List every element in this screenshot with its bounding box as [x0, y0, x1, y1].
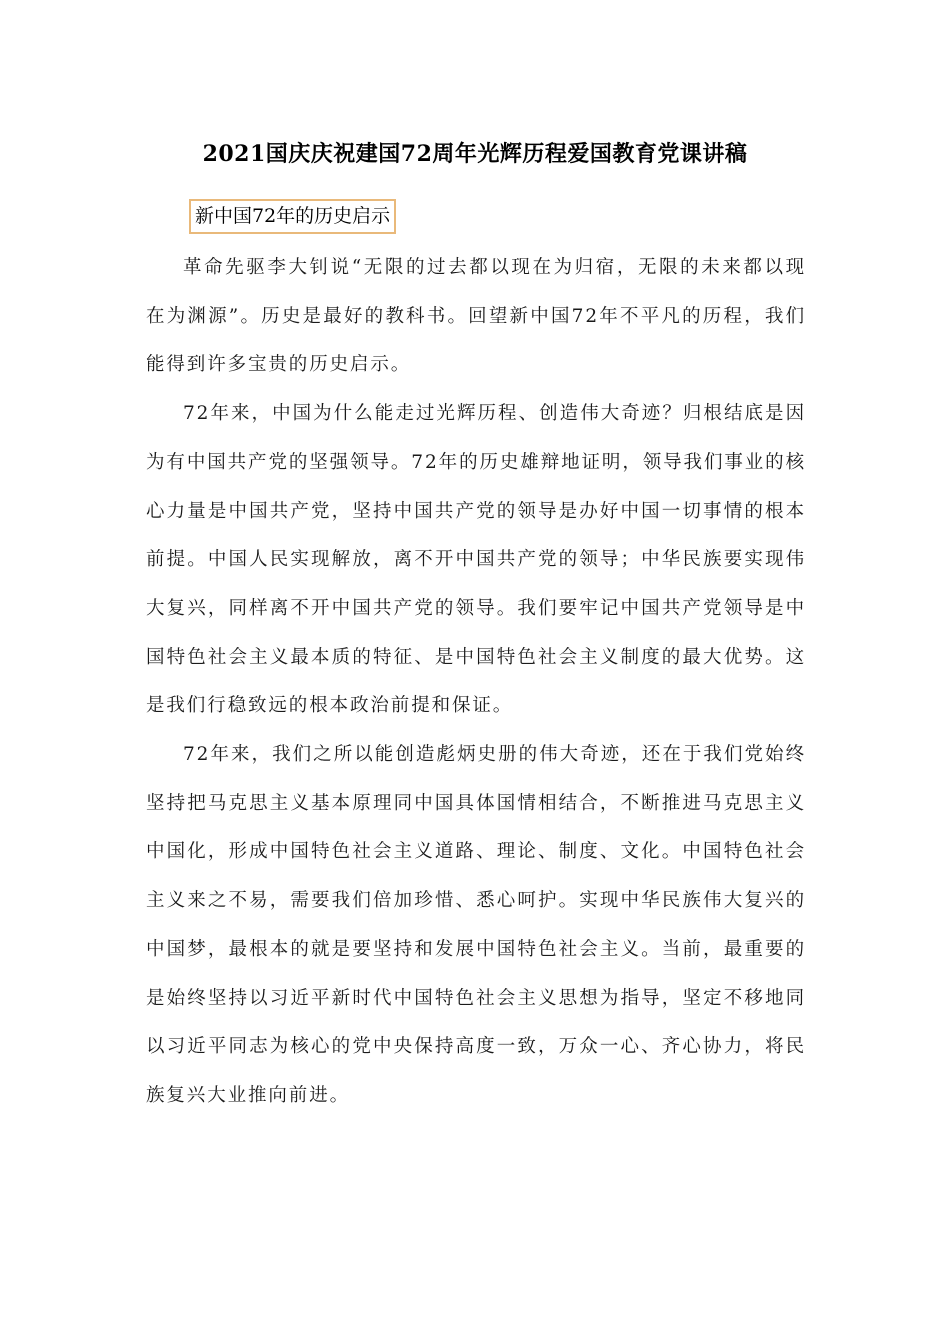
section-heading: 新中国72年的历史启示 — [189, 199, 396, 234]
paragraph-1: 革命先驱李大钊说“无限的过去都以现在为归宿，无限的未来都以现在为渊源”。历史是最好的教科书。回望新中国72年不平凡的历程，我们能得到许多宝贵的历史启示。 — [146, 257, 806, 376]
paragraph-2: 72年来，中国为什么能走过光辉历程、创造伟大奇迹？归根结底是因为有中国共产党的坚强领导。72年的历史雄辩地证明，领导我们事业的核心力量是中国共产党，坚持中国共产党的领导是办好中国一切事情的根本前提。中国人民实现解放，离不开中国共产党的领导；中华民族要实现伟大复兴，同样离不开中国共产党的领导。我们要牢记中国共产党领导是中国特色社会主义最本质的特征、是中国特色社会主义制度的最大优势。这是我们行稳致远的根本政治前提和保证。 — [146, 403, 806, 717]
document-body — [146, 244, 806, 1121]
document-title: 2021国庆庆祝建国72周年光辉历程爱国教育党课讲稿 — [202, 141, 748, 167]
paragraph-3: 72年来，我们之所以能创造彪炳史册的伟大奇迹，还在于我们党始终坚持把马克思主义基本原理同中国具体国情相结合，不断推进马克思主义中国化，形成中国特色社会主义道路、理论、制度、文化。中国特色社会主义来之不易，需要我们倍加珍惜、悉心呵护。实现中华民族伟大复兴的中国梦，最根本的就是要坚持和发展中国特色社会主义。当前，最重要的是始终坚持以习近平新时代中国特色社会主义思想为指导，坚定不移地同以习近平同志为核心的党中央保持高度一致，万众一心、齐心协力，将民族复兴大业推向前进。 — [146, 744, 806, 1106]
